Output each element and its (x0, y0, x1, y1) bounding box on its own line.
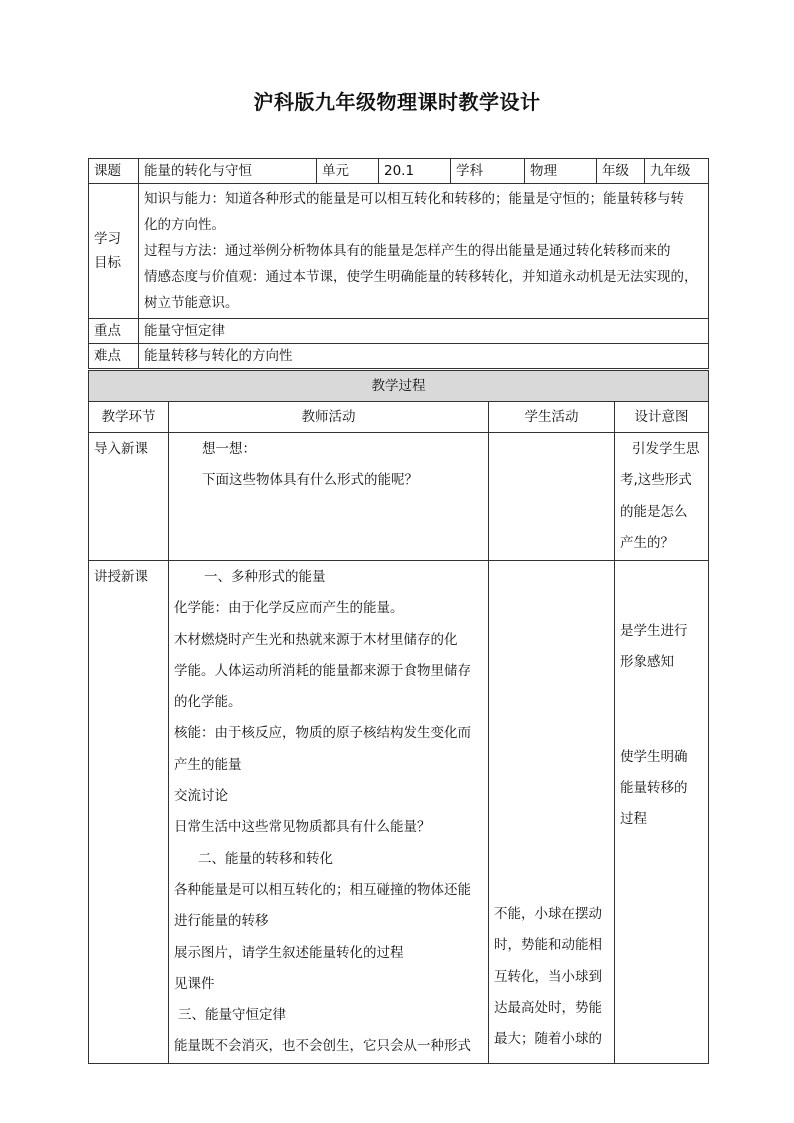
col-intent: 设计意图 (615, 402, 709, 433)
intent-line: 使学生明确 (620, 748, 688, 765)
intent-line: 产生的？ (620, 534, 674, 551)
teacher-line: 能量既不会消灭，也不会创生，它只会从一种形式 (174, 1038, 471, 1055)
goals-label-line: 目标 (94, 255, 121, 271)
teacher-line: 交流讨论 (174, 788, 228, 805)
teacher-line: 化学能：由于化学反应而产生的能量。 (174, 600, 404, 617)
goals-line: 过程与方法：通过举例分析物体具有的能量是怎样产生的得出能量是通过转化转移而来的 (144, 243, 671, 259)
new-student (489, 561, 615, 1064)
process-table (88, 370, 709, 1064)
process-header: 教学过程 (89, 371, 709, 402)
intent-line: 的能是怎么 (620, 503, 688, 520)
intent-line: 是学生进行 (620, 623, 688, 639)
intro-row (89, 433, 709, 561)
goals-label (89, 184, 139, 319)
student-line: 不能，小球在摆动 (494, 906, 602, 922)
unit-label: 单元 (317, 159, 379, 184)
teacher-line: 进行能量的转移 (174, 913, 269, 930)
intro-student (489, 433, 615, 561)
teacher-line: 下面这些物体具有什么形式的能呢？ (202, 472, 418, 489)
col-teacher: 教师活动 (169, 402, 489, 433)
difficulty-row (89, 344, 709, 369)
difficulty-value: 能量转移与转化的方向性 (139, 344, 709, 369)
teacher-line: 的化学能。 (174, 694, 242, 711)
unit-value: 20.1 (379, 159, 451, 184)
teacher-line: 展示图片，请学生叙述能量转化的过程 (174, 944, 404, 961)
process-header-row (89, 371, 709, 402)
new-stage: 讲授新课 (89, 561, 169, 1064)
teacher-line: 三、能量守恒定律 (178, 1007, 286, 1024)
teacher-line: 想一想： (202, 441, 256, 457)
new-lesson-row (89, 561, 709, 1064)
teacher-line: 一、多种形式的能量 (204, 569, 326, 585)
student-line: 最大；随着小球的 (494, 1031, 602, 1048)
new-intent (615, 561, 709, 1064)
goals-row (89, 184, 709, 319)
new-teacher (169, 561, 489, 1064)
intent-line: 考,这些形式 (620, 472, 692, 489)
teacher-line: 核能：由于核反应，物质的原子核结构发生变化而 (174, 725, 471, 742)
teacher-line: 学能。人体运动所消耗的能量都来源于食物里储存 (174, 662, 471, 679)
intent-line: 能量转移的 (620, 779, 688, 796)
difficulty-label: 难点 (89, 344, 139, 369)
col-student: 学生活动 (489, 402, 615, 433)
intro-stage: 导入新课 (89, 433, 169, 561)
teacher-line: 木材燃烧时产生光和热就来源于木材里储存的化 (174, 631, 458, 648)
topic-label: 课题 (89, 159, 139, 184)
intent-line: 形象感知 (620, 654, 674, 671)
goals-line: 情感态度与价值观：通过本节课，使学生明确能量的转移转化，并知道永动机是无法实现的， (144, 269, 698, 285)
intent-line: 过程 (620, 811, 647, 828)
goals-text (139, 184, 709, 319)
intro-intent (615, 433, 709, 561)
grade-label: 年级 (597, 159, 645, 184)
grade-value: 九年级 (645, 159, 709, 184)
teacher-line: 二、能量的转移和转化 (198, 850, 333, 867)
student-line: 达最高处时，势能 (494, 999, 602, 1016)
page-title: 沪科版九年级物理课时教学设计 (253, 90, 541, 114)
goals-line: 知识与能力：知道各种形式的能量是可以相互转化和转移的；能量是守恒的；能量转移与转 (144, 191, 684, 207)
key-value: 能量守恒定律 (139, 319, 709, 344)
column-header-row (89, 402, 709, 433)
intent-line: 引发学生思 (632, 441, 700, 457)
key-label: 重点 (89, 319, 139, 344)
key-row (89, 319, 709, 344)
teacher-line: 日常生活中这些常见物质都具有什么能量？ (174, 819, 431, 836)
intent-spacer (620, 679, 703, 742)
goals-line: 化的方向性。 (144, 217, 225, 233)
subject-value: 物理 (525, 159, 597, 184)
student-line: 互转化，当小球到 (494, 968, 602, 985)
intro-teacher (169, 433, 489, 561)
info-table (88, 158, 709, 369)
topic-row (89, 159, 709, 184)
teacher-line: 产生的能量 (174, 756, 242, 773)
subject-label: 学科 (451, 159, 525, 184)
teacher-line: 各种能量是可以相互转化的；相互碰撞的物体还能 (174, 881, 471, 898)
student-line: 时，势能和动能相 (494, 937, 602, 954)
goals-line: 树立节能意识。 (144, 295, 239, 311)
col-stage: 教学环节 (89, 402, 169, 433)
topic-value: 能量的转化与守恒 (139, 159, 317, 184)
goals-label-line: 学习 (94, 231, 121, 247)
teacher-line: 见课件 (174, 975, 215, 992)
